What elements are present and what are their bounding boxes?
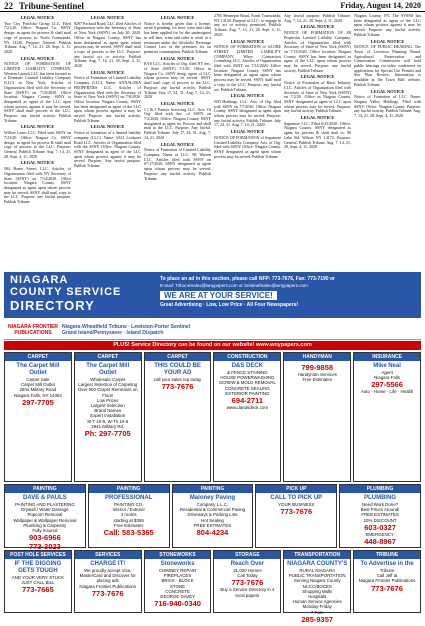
ad-line: PAINTING CO.: [113, 502, 144, 507]
ad-line: We proudly accept Visa, MasterCard and Discover for placing ads: [79, 568, 136, 584]
coverage-row: [4, 320, 421, 340]
ad-line: GEORGE DAVEY: [160, 594, 196, 600]
ad-line: The Carpet Mill Outlet: [16, 363, 60, 376]
network-name: NIAGARA FRONTIER PUBLICATIONS: [7, 323, 59, 336]
notice-body: KYS LLC. Articles of Org. filed NY Sec. of State (SSNY) 7/1/20. Office in Niagara Co. SSNY desig. agent of LLC whom process may be served. SSNY shall mail copy of process to the LLC. Purpose: any lawful activity. Publish Tribune. July 17, 24, 31, Aug. 7, 14, 21, 2020: [144, 61, 211, 100]
ad-category: PAINTING: [89, 485, 169, 493]
directory-ad[interactable]: [74, 352, 142, 482]
ad-category: PAINTING: [5, 485, 85, 493]
ad-line: Shopping Malls: [302, 588, 333, 594]
ad-category: HANDYMAN: [284, 353, 350, 361]
directory-ad[interactable]: [88, 484, 170, 548]
notice-body: Notice of Formation of Basic Industry LLC. Articles of Organization filed with Secretary of State of New York (SSNY) on 7/2/20. Office in Niagara County. SSNY designated as agent of LLC upon whom process may be served. Purpose: any lawful activity. Publish Tribune.: [284, 80, 351, 114]
email-text[interactable]: E-mail: TribuneSales@wnypapers.com or SentinelSales@wnypapers.com: [160, 283, 308, 288]
notice-heading: LEGAL NOTICE: [300, 24, 335, 30]
legal-column: [354, 14, 421, 270]
ad-line: 2941 Military Road: [19, 387, 57, 393]
ad-line: Best Prices Around!: [360, 507, 400, 513]
ad-line: 694-2711: [231, 396, 264, 406]
notice-heading: LEGAL NOTICE: [90, 69, 125, 75]
notice-heading: LEGAL NOTICE: [300, 74, 335, 80]
notice-heading: LEGAL NOTICE: [90, 15, 125, 20]
ad-line: Monday-Friday: [302, 604, 332, 610]
ad-line: Hot Sealing: [201, 517, 224, 523]
ad-line: Largest Selection: [90, 403, 125, 409]
legal-notices: [4, 14, 421, 270]
notice-body: Any lawful purpose. Publish Tribune. Aug. 7, 14, 21, 28, Sept. 4, 11, 2020: [284, 13, 351, 23]
ad-line: Maloney Paving: [189, 495, 236, 501]
ad-line: AND YOUR VERY STUCK: [11, 575, 65, 580]
notice-body: WD Holdings, LLC. Arts. of Org. filed with SSNY on 7/7/2020. Office: Niagara County. SSNY designated as agent upon whom process may be served. Purpose: any lawful activity. Publish Tribune. July 17, 24, 31, Aug. 7, 14, 21, 2020: [214, 98, 281, 128]
ad-line: Largest Selection of Carpeting: [78, 382, 138, 388]
ad-line: Drywall / Water Damage: [21, 507, 69, 513]
ad-line: Niagara Falls, NY 14304: [14, 392, 62, 398]
ad-category: STONEWORKS: [145, 551, 211, 559]
ad-line: 297-7705: [22, 397, 54, 407]
notice-body: J J & J Partner Servicing LLC. Arts. Of Org. filed with Sec. of SSNY on 7/2/2020. Office: Niagara County. SSNY designated as agent for Process and shall mail to the LLC. Purpose: Any lawful. Publish Tribune. July 17, 24, 31, Aug. 7, 14, 21, 2020: [144, 106, 211, 140]
ad-line: Interior / Exterior: [112, 507, 145, 513]
ad-line: STONE: [170, 583, 186, 589]
ad-line: Call: 583-5365: [103, 528, 154, 538]
legal-column: [144, 14, 211, 270]
paper-name: Tribune-Sentinel: [19, 0, 84, 11]
notice-heading: LEGAL NOTICE: [20, 124, 55, 130]
ad-category: CARPET: [5, 353, 71, 361]
ad-line: starting at $395: [113, 517, 144, 523]
ad-line: Free Estimates: [302, 377, 332, 383]
ad-line: Reach Over: [230, 561, 265, 567]
ad-line: Niagara Frontier Publications: [79, 583, 137, 589]
directory-ad[interactable]: [172, 484, 254, 548]
ad-category: CARPET: [145, 353, 211, 361]
ad-line: To Advertise in the: [360, 561, 414, 567]
ad-line: Over 600 Carpet Remnants on Floor!: [77, 387, 138, 398]
ad-line: CONCRETE SEALING: [224, 385, 270, 391]
ad-line: 10% DISCOUNT: [363, 517, 397, 523]
ad-line: 773-7676: [280, 507, 313, 517]
ad-line: CALL TO PICK UP: [270, 495, 323, 501]
directory-row-3: [4, 550, 421, 624]
ad-line: 297-5566: [371, 380, 403, 390]
legal-column: [4, 14, 71, 270]
ad-line: PAINTING AND PLASTERING: [15, 502, 75, 507]
notice-body: 584 Home Street, LLC. Articles of Organization filed with NY Secretary of State (SSNY) on 7/14/2020. Office location: Niagara County. SSNY designated as agent upon whom process may be served. SSNY shall mail copy to the LLC. Purpose: any lawful purpose. Publish Tribune.: [4, 166, 71, 205]
ad-line: 799-9858: [301, 363, 334, 372]
ad-body: [354, 361, 420, 481]
notice-body: Willow Lanes LLC. Filed with SSNY on 7/23/20. Office: Niagara Co. SSNY design. as agent for process & shall mail copy of process to the LLC. Purpose: General. Publish Tribune. Aug. 7, 14, 21, 28, Sept. 4, 11, 2020: [4, 130, 71, 159]
ad-line: Carpet Sale: [26, 377, 50, 382]
directory-ad[interactable]: [283, 352, 351, 482]
directory-ad[interactable]: [144, 352, 212, 482]
ad-line: Buy a Service Directory in 4 local papers: [220, 587, 275, 598]
banner-headline: WE ARE AT YOUR SERVICE!: [160, 291, 277, 300]
coverage-line-2: Grand Island/Pennysaver · Island Dispatch: [62, 329, 164, 336]
notice-body: NOTICE OF FORMATION of GLOBE STREET LIMITED LIABILITY COMPANY. Whey Contractors Consulting LLC. Articles of Organization filed with SSNY on 7/14/2020. Office location: Niagara County. SSNY has been designated as agent upon whom process may be served. SSNY shall mail a copy to the LLC. Purpose: any lawful act. Publish Tribune.: [214, 44, 281, 92]
ad-line: Niagara Falls: [374, 375, 400, 381]
ad-line: EMERGENCY:: [365, 531, 395, 537]
ad-line: 903-6966: [29, 533, 61, 543]
legal-column: [74, 14, 141, 270]
ad-line: 603-0327: [364, 522, 396, 532]
ad-line: Free Estimates: [113, 522, 144, 528]
ad-category: PICK UP: [256, 485, 336, 493]
directory-ad[interactable]: [255, 484, 337, 548]
ad-line: JUST CALL BILL: [21, 580, 55, 586]
ad-line: 2941 Military Rd.: [91, 423, 125, 429]
ad-line: Serving Niagara County: [293, 578, 341, 584]
coverage-list: [62, 324, 421, 336]
notice-heading: LEGAL NOTICE: [90, 124, 125, 130]
notice-heading: LEGAL NOTICE: [160, 15, 195, 20]
ad-line: Plumbing & Carpentry: [23, 522, 67, 528]
banner-tagline: Great Advertising · Low, Low Price · All Four Newspapers!: [160, 302, 299, 308]
ad-category: TRANSPORTATION: [284, 551, 350, 559]
ad-line: FIREPLACES: [163, 573, 192, 579]
ad-body: [89, 493, 169, 547]
ad-body: [5, 361, 71, 481]
ad-category: STORAGE: [214, 551, 280, 559]
legal-column: [284, 14, 351, 270]
ad-line: The Carpet Mill Outlet: [86, 363, 130, 376]
ad-line: 3 rooms: [120, 512, 137, 518]
ad-body: [284, 559, 350, 626]
ad-body: [5, 559, 71, 612]
notice-body: 8297 Packard Road, LLC filed Articles of Organization with the Secretary of State of New York (SSNY) on July 20, 2020. Office in Niagara County. SSNY has been designated as agent upon whom process may be served. SSNY shall mail a copy of process to the LLC. Purpose: any lawful act or activity. Publish Tribune. Aug. 7, 14, 21, 28, Sept. 4, 11, 2020: [74, 20, 141, 69]
ad-line: Call Today: [237, 573, 258, 579]
ad-line: Call Jeff at: [376, 573, 398, 579]
notice-body: NOTICE OF FORMATION OF 3B Properties Limited Liability Company. Articles of Organization filed with Secretary of State of New York (SSNY) on 7/13/2020. Office location: Niagara County. SSNY has been designated as agent of the LLC upon whom process may be served. Purpose: any lawful activity. Publish Tribune.: [284, 30, 351, 73]
ad-category: INSURANCE: [354, 353, 420, 361]
notice-body: NOTICE OF FORMATION of Sagamore Limited Liability Company. Arts. of Org. filed with SSNY. Office: Niagara County. SSNY designated as agent upon whom process may be served. Publish Tribune.: [214, 134, 281, 159]
ad-line: THIS COULD BE YOUR AD: [154, 363, 201, 376]
ad-line: Wholesale Carpet: [90, 377, 126, 382]
ad-line: CHIMNEY REPAIR: [158, 568, 197, 573]
page-header: [0, 0, 425, 12]
notice-body: 2765 Hennepin Road, North Tonawanda, NY 14120. Purpose of LLC: to engage in any act or activity permitted. Publish Tribune. Aug. 7, 14, 21, 28, Sept. 4, 11, 2020: [214, 13, 281, 37]
directory-ad[interactable]: [4, 484, 86, 552]
directory-ad[interactable]: [4, 352, 72, 482]
ad-body: [340, 493, 420, 548]
ad-line: Auto · Home · Life · Health: [360, 389, 414, 395]
ad-body: [173, 493, 253, 547]
ad-line: Ph: 297-7705: [84, 429, 131, 439]
directory-ad[interactable]: [353, 352, 421, 482]
notice-body: NOTICE OF PUBLIC HEARING. The Town of Lewiston Planning Board, Agricultural Preservation and Conservation Commission will hold public hearings via video conference on applications for Special Use Permits and Site Plan Review. Information is available at the Town Hall website. Publish Tribune.: [354, 44, 421, 87]
directory-ad[interactable]: [283, 550, 351, 624]
directory-ad[interactable]: [4, 550, 72, 613]
ad-line: CHARGE IT!: [90, 561, 126, 567]
ad-category: CONSTRUCTION: [214, 353, 280, 361]
notice-heading: LEGAL NOTICE: [20, 160, 55, 166]
ad-line: 773-7676: [161, 382, 194, 392]
coverage-line-1: Niagara-Wheatfield Tribune · Lewiston-Porter Sentinel: [62, 323, 191, 330]
ad-line: Hospitals: [308, 594, 327, 600]
ad-line: Human Service Agencies: [292, 599, 342, 605]
ad-body: [5, 493, 85, 553]
ad-line: Carpet Mill Outlet: [20, 382, 55, 388]
ad-line: BRICK · BLOCK: [161, 578, 194, 584]
ad-line: M-T 10-8, W-Th 10-6: [87, 418, 129, 424]
ad-line: Handyman Services: [297, 372, 337, 377]
notice-heading: LEGAL NOTICE: [230, 93, 265, 99]
banner-line-2: COUNTY SERVICE: [10, 286, 122, 298]
ad-line: FREE ESTIMATES: [193, 522, 232, 528]
ad-line: 716-940-0340: [154, 599, 201, 609]
ad-line: 773-7676: [91, 588, 124, 598]
ad-line: 804-4234: [196, 528, 229, 538]
directory-row-2: [4, 484, 421, 552]
ad-line: IF THE DIGGING GETS TOUGH: [14, 561, 62, 574]
ad-line: Niagara Frontier Publications: [358, 578, 416, 584]
issue-date: Friday, August 14, 2020: [340, 1, 421, 10]
ad-line: PROFESSIONAL: [105, 495, 153, 501]
ad-line: PUBLIC TRANSPORTATION: [288, 573, 346, 579]
ad-line: 773-7676: [231, 578, 264, 588]
ad-line: Need Work Done?: [362, 502, 399, 507]
notice-heading: LEGAL NOTICE: [160, 55, 195, 61]
ad-body: [354, 559, 420, 612]
notice-body: Niagara County, NY. The SYSNS has been designated as agent of the LLC upon whom process against it may be served. Purpose: any lawful activity. Publish Tribune.: [354, 13, 421, 37]
directory-banner: [4, 272, 421, 318]
ad-category: PLUMBING: [340, 485, 420, 493]
ad-line: RURAL NIAGARA: [299, 568, 336, 573]
ad-line: SCREW & MOLD REMOVAL: [219, 380, 276, 386]
notice-heading: LEGAL NOTICE: [160, 100, 195, 106]
ad-category: POST HOLE SERVICES: [5, 551, 71, 559]
ad-line: DAVE & PAULS: [23, 495, 67, 501]
ad-line: FREE ESTIMATES: [361, 512, 399, 518]
ad-line: 7 Fare: [310, 609, 324, 615]
ad-line: Stoneworks: [160, 561, 195, 567]
ad-line: PLUMBING: [364, 495, 397, 501]
ad-category: TRIBUNE: [354, 551, 420, 559]
notice-body: Sagamore LLC. Filed 6/25/2020. Office: Niagara County. SSNY designated as agent for process & shall mail to: 90 Lake Rd. Wilson NY 14172. Purpose: General. Publish Tribune. Aug. 7, 14, 21, 28, Sept. 4, 11, 2020: [284, 120, 351, 150]
ad-line: Brand Names: [94, 408, 122, 414]
ad-line: D&S DECK: [231, 363, 264, 369]
ad-line: NIAGARA COUNTY'S: [287, 561, 348, 567]
ad-body: [75, 559, 141, 612]
ad-category: CARPET: [75, 353, 141, 361]
ad-line: & FENCE STAINING: [227, 370, 268, 375]
ad-body: [214, 559, 280, 612]
directory-ad[interactable]: [144, 550, 212, 613]
ad-line: NCCC/BOCES: [302, 583, 332, 589]
notice-heading: LEGAL NOTICE: [20, 55, 55, 61]
ad-line: 31,000 Homes: [233, 568, 262, 573]
ad-body: [75, 361, 141, 481]
ad-line: Residential & Commercial Paving: [179, 507, 246, 513]
notice-heading: LEGAL NOTICE: [160, 141, 195, 147]
ad-body: [256, 493, 336, 547]
notice-body: Notice is hereby given that a license, serial # pending, for beer, wine and cider has been applied for by the undersigned to sell beer, wine and cider at retail in a restaurant under the Alcoholic Beverage Control Law at the premises for on premises consumption. Publish Tribune.: [144, 20, 211, 54]
ad-line: 773-3023: [29, 542, 61, 552]
ad-body: [145, 559, 211, 612]
ad-line: CONCRETE: [165, 588, 190, 594]
ad-category: SERVICES: [75, 551, 141, 559]
ad-line: Low Prices: [97, 397, 119, 403]
page-number: 22: [4, 0, 13, 11]
place-ad-text: To place an ad in this section, please call NFP: 773-7676, Fax: 773-7190 or: [160, 276, 335, 282]
ad-line: Agent: [381, 370, 393, 375]
notice-body: Notice of Formation of Limited Liability Company (LLC). Name: ANNALORA PROPERTIES LLC. Articles of Organization filed with the Secretary of State of New York (SSNY) on 7/8/2020. Office location: Niagara County. SSNY has been designated as agent of the LLC upon whom process against it may be served. Purpose: any lawful activity. Publish Tribune.: [74, 75, 141, 123]
directory-ad[interactable]: [339, 484, 421, 548]
plus-bar: PLUS! Service Directory can be found on our website! www.wnypapers.com: [4, 341, 421, 350]
ad-line: YOUR BUSINESS: [278, 502, 315, 507]
ad-category: PAINTING: [173, 485, 253, 493]
ad-body: [284, 361, 350, 481]
ad-line: HOUSE POWERWASHING: [220, 375, 275, 381]
ad-line: 448-8967: [364, 537, 396, 547]
directory-ad[interactable]: [213, 352, 281, 482]
ad-line: Company L.L.C.: [196, 502, 229, 507]
banner-line-3: DIRECTORY: [10, 298, 95, 313]
ad-line: 773-7676: [371, 583, 403, 593]
ad-line: Wallpaper & Wallpaper Removal: [13, 517, 77, 523]
notice-body: Notice of formation of a limited liability company (LLC). Name: 6321 Lockport Road LLC. Articles of Organization filed with the SSNY. Office: Niagara County. SSNY designated as agent of the LLC upon whom process against it may be served. Purpose: Any lawful purpose. Publish Tribune.: [74, 130, 141, 169]
notice-heading: LEGAL NOTICE: [20, 15, 55, 20]
notice-body: Notice of Formation of Limited Liability Company. Name of LLC: 5K Warren LLC. Articles filed with SSNY on 07/17/2020. SSNY designated as agent upon whom process may be served. Purpose: any lawful activity. Publish Tribune.: [144, 147, 211, 181]
notice-body: Notice of Formation of LLC. Name: Niagara Valley Holdings. Filed with SSNY. Office: Niagara County. Purpose: any lawful activity. Publish Tribune. Aug. 7, 14, 21, 28, Sept. 4, 11, 2020: [354, 94, 421, 119]
directory-row-1: [4, 352, 421, 482]
ad-body: [214, 361, 280, 481]
ad-line: www.dandsdeck.com: [226, 405, 269, 411]
ad-line: Mike Neal: [373, 363, 401, 369]
directory-ad[interactable]: [353, 550, 421, 613]
ad-line: Driveways & Parking Lots: [187, 512, 238, 518]
ad-body: [145, 361, 211, 481]
ad-line: 773-7665: [22, 585, 54, 595]
legal-column: [214, 14, 281, 270]
ad-line: EXTERIOR PAINTING: [225, 390, 270, 396]
notice-body: NOTICE OF FORMATION OF LIMITED LIABILITY COMPANY. Western Launch LLC has been formed as a Domestic Limited Liability Company (LLC) in New York. Articles of Organization filed with the Secretary of State (SSNY) on 7/10/2020. Office location: Niagara County. SSNY is designated as agent of the LLC upon whom process against it may be served. SSNY shall mail process to the LLC. Purpose: any lawful activity. Publish Tribune.: [4, 61, 71, 123]
directory-ad[interactable]: [74, 550, 142, 613]
notice-heading: LEGAL NOTICE: [370, 88, 405, 94]
notice-body: Two City Portfolio Group LLC. Filed 7/21/20. Office: Niagara Co. SSNY design. as agent for process & shall mail copy of process to: North Tonawanda, NY 14120. Purpose: General. Publish Tribune. Aug. 7, 14, 21, 28, Sept. 4, 11, 2020: [4, 20, 71, 54]
banner-line-1: NIAGARA: [10, 274, 69, 286]
directory-ad[interactable]: [213, 550, 281, 613]
ad-line: call your sales rep today: [153, 377, 202, 382]
notice-heading: LEGAL NOTICE: [300, 115, 335, 121]
notice-heading: LEGAL NOTICE: [230, 38, 265, 44]
ad-line: Expert Installation: [90, 413, 126, 419]
ad-line: 285-9357: [301, 614, 334, 624]
ad-line: Fully Insured: [32, 528, 58, 534]
ad-line: Popcorn Removal: [27, 512, 63, 518]
notice-heading: LEGAL NOTICE: [230, 129, 265, 135]
notice-heading: LEGAL NOTICE: [370, 38, 405, 44]
ad-line: Tribune: [379, 568, 395, 573]
